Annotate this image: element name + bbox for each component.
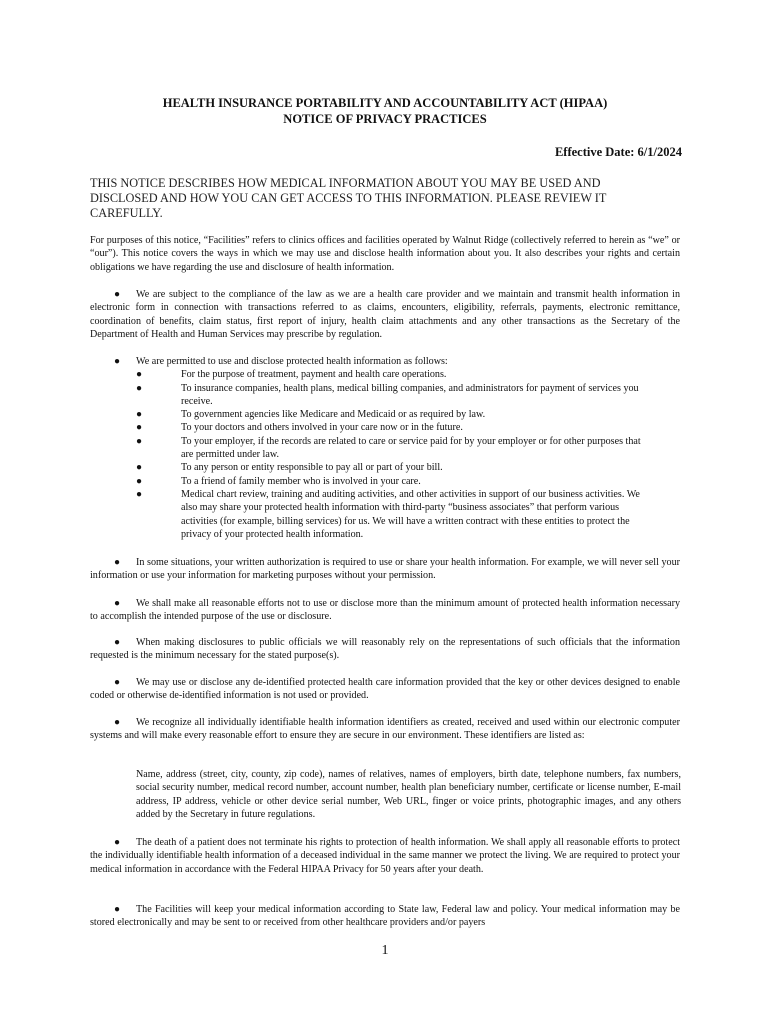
identifiers-paragraph (90, 716, 680, 743)
list-item-text: To your doctors and others involved in your care now or in the future. (181, 422, 463, 434)
deceased-text: The death of a patient does not terminate his rights to protection of health information. We shall apply all reasonable efforts to protect the individually identifiable health information of a deceased individual in the same manner we protect the living. We are required to protect your medical information in accordance with the Federal HIPAA Privacy for 50 years after your death. (90, 837, 680, 875)
permitted-uses-lead (90, 355, 680, 368)
bullet-icon: ● (114, 598, 121, 609)
list-item-text: To government agencies like Medicare and Medicaid or as required by law. (181, 409, 486, 421)
list-item-text: To a friend of family member who is involved in your care. (181, 475, 421, 487)
permitted-uses-list (90, 355, 680, 541)
page-number: 1 (381, 943, 389, 958)
bullet-icon: ● (114, 557, 121, 568)
bullet-icon: ● (114, 904, 121, 915)
minimum-necessary-text: We shall make all reasonable efforts not to use or disclose more than the minimum amount of protected health information necessary to accomplish the intended purpose of the use or disclosure. (90, 598, 680, 623)
document-title-line1: HEALTH INSURANCE PORTABILITY AND ACCOUNTABILITY ACT (HIPAA) (162, 96, 608, 110)
intro-paragraph: For purposes of this notice, “Facilities” refers to clinics offices and facilities operated by Walnut Ridge (collectively referred to herein as “we” or “our”). This notice covers the ways in which we may use and disclose health information about you. It also describes your rights and certain obligations we have regarding the use and disclosure of health information. (90, 235, 680, 273)
bullet-icon: ● (114, 289, 121, 300)
bullet-icon: ● (114, 637, 121, 648)
authorization-text: In some situations, your written authorization is required to use or share your health information. For example, we will never sell your information or use your information for marketing purposes without your permission. (90, 557, 680, 582)
permitted-lead-text: We are permitted to use and disclose protected health information as follows: (136, 356, 448, 367)
deidentified-paragraph (90, 676, 680, 703)
effective-date: Effective Date: 6/1/2024 (554, 145, 682, 159)
deidentified-text: We may use or disclose any de-identified protected health care information provided that the key or other devices designed to enable coded or otherwise de-identified information is not used or provided. (90, 677, 680, 702)
bullet-icon: ● (136, 488, 143, 500)
minimum-necessary-paragraph (90, 597, 680, 624)
list-item (90, 382, 651, 409)
bullet-icon: ● (114, 677, 121, 688)
identifiers-text: We recognize all individually identifiable health information identifiers as created, received and used within our electronic computer systems and will make every reasonable effort to ensure they are secure in our environment. These identifiers are listed as: (90, 717, 680, 742)
bullet-icon: ● (136, 475, 143, 487)
deceased-paragraph (90, 836, 680, 876)
bullet-icon: ● (114, 837, 121, 848)
list-item (90, 461, 651, 474)
bullet-icon: ● (136, 369, 143, 381)
bullet-icon: ● (114, 356, 121, 367)
list-item-text: To any person or entity responsible to pay all or part of your bill. (181, 462, 443, 474)
list-item (90, 475, 651, 488)
document-title-line2: NOTICE OF PRIVACY PRACTICES (283, 112, 487, 126)
list-item (90, 368, 651, 381)
records-paragraph (90, 903, 680, 930)
compliance-text: We are subject to the compliance of the law as we are a health care provider and we maintain and transmit health information in electronic form in connection with transactions referred to as claims, encounters, eligibility, referrals, payments, electronic remittance, coordination of benefits, claim status, first report of injury, health claim attachments and any other transactions as the Secretary of the Department of Health and Human Services may prescribe by regulation. (90, 289, 680, 340)
list-item (90, 421, 651, 434)
bullet-icon: ● (114, 717, 121, 728)
bullet-icon: ● (136, 422, 143, 434)
bullet-icon: ● (136, 382, 143, 394)
notice-statement: THIS NOTICE DESCRIBES HOW MEDICAL INFORMATION ABOUT YOU MAY BE USED AND DISCLOSED AND HOW YOU CAN GET ACCESS TO THIS INFORMATION. PLEASE REVIEW IT CAREFULLY. (90, 176, 607, 220)
bullet-icon: ● (136, 435, 143, 447)
list-item-text: For the purpose of treatment, payment and health care operations. (181, 369, 447, 381)
authorization-paragraph (90, 556, 680, 583)
public-officials-text: When making disclosures to public officials we will reasonably rely on the representations of such officials that the information requested is the minimum necessary for the stated purpose(s). (90, 637, 680, 662)
list-item (90, 488, 651, 541)
compliance-paragraph (90, 288, 680, 341)
bullet-icon: ● (136, 409, 143, 421)
identifier-list: Name, address (street, city, county, zip code), names of relatives, names of employers, birth date, telephone numbers, fax numbers, social security number, medical record number, account number, health plan beneficiary number, certificate or license number, E-mail address, IP address, vehicle or other device serial number, Web URL, finger or voice prints, photographic images, and any others added by the Secretary in future regulations. (136, 769, 681, 820)
list-item (90, 435, 651, 462)
list-item-text: To your employer, if the records are related to care or service paid for by your employer or for other purposes that are permitted under law. (181, 435, 641, 461)
list-item (90, 408, 651, 421)
records-text: The Facilities will keep your medical information according to State law, Federal law and policy. Your medical information may be stored electronically and may be sent to or received from other healthcare providers and/or payers (90, 904, 680, 929)
public-officials-paragraph (90, 636, 680, 663)
bullet-icon: ● (136, 462, 143, 474)
list-item-text: To insurance companies, health plans, medical billing companies, and administrators for payment of services you receive. (181, 382, 639, 407)
list-item-text: Medical chart review, training and auditing activities, and other activities in support of our business activities. We also may share your protected health information with third-party “business associates” that perform various activities (for example, billing services) for us. We will have a written contract with these entities to protect the privacy of your protected health information. (181, 488, 640, 540)
